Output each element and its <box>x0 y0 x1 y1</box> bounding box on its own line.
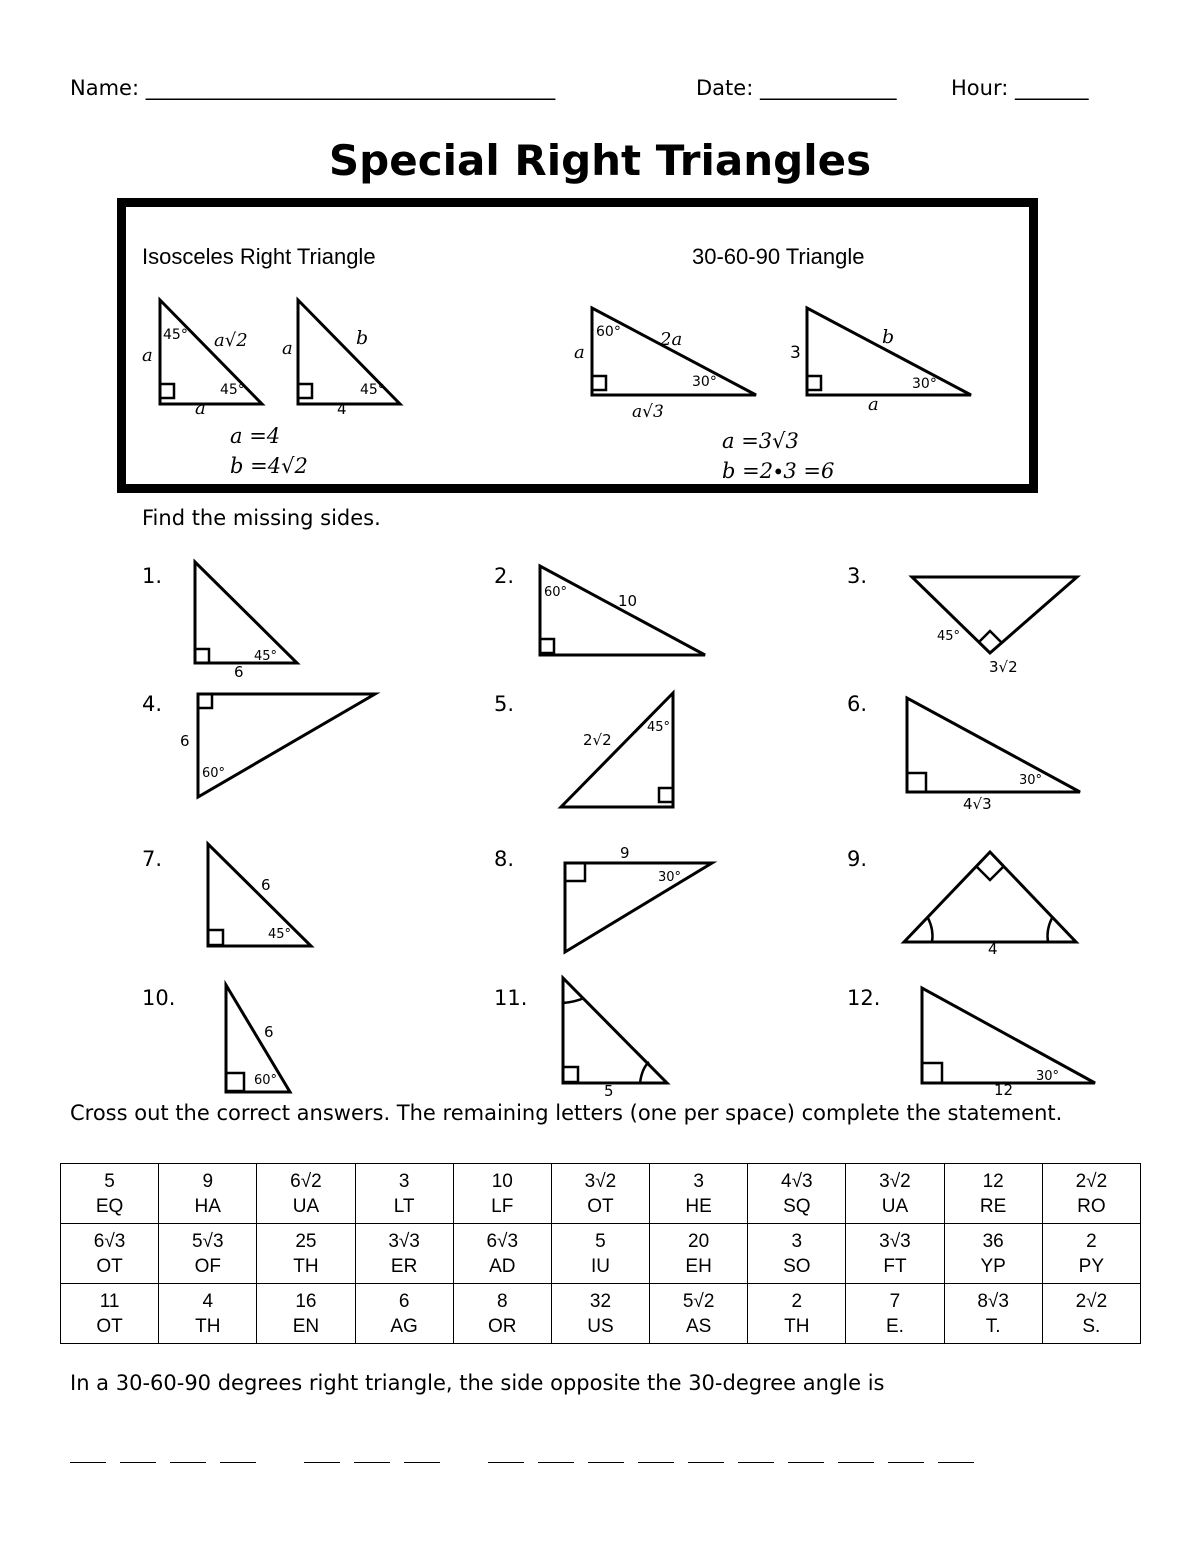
problem-11-label: 5 <box>604 1082 614 1100</box>
answer-row <box>61 1164 1141 1224</box>
answer-letters: OT <box>96 1255 123 1277</box>
ref-3060-2-angle30: 30° <box>912 376 937 392</box>
answer-letters: HE <box>685 1195 712 1217</box>
problem-12-label: 12 <box>994 1081 1014 1099</box>
answer-cell[interactable] <box>355 1284 453 1344</box>
problem-1-number: 1. <box>142 564 163 588</box>
answer-value: 5√2 <box>682 1290 715 1312</box>
answer-value: 11 <box>99 1290 120 1312</box>
problem-5-label: 2√2 <box>583 731 612 749</box>
problem-2-triangle <box>540 566 705 655</box>
problem-5-label: 45° <box>647 720 671 735</box>
ref-iso1-leg: a <box>142 345 153 366</box>
problem-5-number: 5. <box>494 692 515 716</box>
answer-letters: OF <box>194 1255 221 1277</box>
answer-cell[interactable] <box>159 1284 257 1344</box>
answer-letters: T. <box>985 1315 1001 1337</box>
answer-value: 3 <box>791 1230 803 1252</box>
answer-value: 4√3 <box>781 1170 813 1192</box>
ref-iso2-leg: a <box>282 338 293 359</box>
answer-blank[interactable] <box>220 1461 256 1463</box>
answer-value: 6√3 <box>93 1230 126 1252</box>
problem-9-label: 4 <box>988 940 998 958</box>
answer-letters: TH <box>293 1255 319 1277</box>
problem-2-number: 2. <box>494 564 515 588</box>
answer-cell[interactable] <box>61 1284 159 1344</box>
answer-cell[interactable] <box>944 1224 1042 1284</box>
answer-cell[interactable] <box>453 1224 551 1284</box>
problem-8-number: 8. <box>494 847 515 871</box>
ref-3060-a: a =3√3 <box>722 429 799 453</box>
answer-blank[interactable] <box>688 1461 724 1463</box>
answer-value: 4 <box>202 1290 214 1312</box>
cross-instruction: Cross out the correct answers. The remaining letters (one per space) complete the statement. <box>70 1101 1063 1125</box>
answer-cell[interactable] <box>1042 1284 1140 1344</box>
answer-blank[interactable] <box>738 1461 774 1463</box>
answer-blank[interactable] <box>588 1461 624 1463</box>
problem-12-label: 30° <box>1036 1069 1060 1084</box>
answer-letters: E. <box>885 1315 904 1337</box>
problem-8-triangle <box>565 863 712 952</box>
answer-value: 8√3 <box>977 1290 1009 1312</box>
ref-3060-triangle-2 <box>807 308 971 395</box>
problem-10-label: 6 <box>264 1023 274 1041</box>
answer-blank[interactable] <box>170 1461 206 1463</box>
answer-cell[interactable] <box>1042 1224 1140 1284</box>
ref-3060-1-hyp: 2a <box>660 329 683 350</box>
answer-blank[interactable] <box>838 1461 874 1463</box>
answer-letters: SO <box>783 1255 811 1277</box>
answer-letters: SQ <box>783 1195 811 1217</box>
answer-cell[interactable] <box>257 1284 355 1344</box>
answer-blank[interactable] <box>70 1461 106 1463</box>
answer-value: 8 <box>496 1290 508 1312</box>
ref-iso2-base: 4 <box>337 400 347 418</box>
problem-1-label: 6 <box>234 663 244 681</box>
answer-value: 20 <box>688 1230 710 1252</box>
problem-6-label: 4√3 <box>963 795 992 813</box>
answer-letters: PY <box>1078 1255 1105 1277</box>
problem-12-number: 12. <box>847 986 881 1010</box>
answer-letters: IU <box>590 1255 610 1277</box>
answer-value: 6√3 <box>486 1230 519 1252</box>
answer-value: 5 <box>104 1170 115 1192</box>
problem-4-number: 4. <box>142 692 163 716</box>
problem-4-label: 6 <box>180 732 190 750</box>
answer-value: 3√2 <box>879 1170 911 1192</box>
answer-letters: LT <box>393 1195 415 1217</box>
answer-blank[interactable] <box>788 1461 824 1463</box>
problem-4-label: 60° <box>202 766 226 781</box>
problem-6-triangle <box>907 698 1080 792</box>
answer-value: 3√3 <box>388 1230 420 1252</box>
problem-5-triangle <box>561 693 673 807</box>
ref-isosceles-a: a =4 <box>230 424 281 448</box>
answer-cell[interactable] <box>650 1284 748 1344</box>
answer-letters: AD <box>489 1255 516 1277</box>
answer-value: 3 <box>398 1170 410 1192</box>
answer-blank[interactable] <box>304 1461 340 1463</box>
answer-cell[interactable] <box>355 1224 453 1284</box>
problem-3-label: 3√2 <box>989 658 1018 676</box>
answer-cell[interactable] <box>355 1164 453 1224</box>
answer-blank[interactable] <box>938 1461 974 1463</box>
ref-3060-1-base: a√3 <box>632 402 664 422</box>
answer-letters: TH <box>784 1315 810 1337</box>
answer-blank[interactable] <box>638 1461 674 1463</box>
answer-cell[interactable] <box>650 1224 748 1284</box>
ref-3060-1-leg: a <box>574 342 585 363</box>
answer-cell[interactable] <box>61 1164 159 1224</box>
answer-cell[interactable] <box>748 1164 846 1224</box>
problem-9-triangle <box>904 852 1076 942</box>
t3060-title: 30-60-90 Triangle <box>692 244 865 269</box>
problem-12-triangle <box>922 988 1095 1083</box>
problem-11-number: 11. <box>494 986 528 1010</box>
answer-letters: FT <box>883 1255 907 1277</box>
answer-letters: EQ <box>95 1195 124 1217</box>
answer-value: 25 <box>295 1230 317 1252</box>
answer-value: 2√2 <box>1075 1290 1108 1312</box>
answer-letters: EH <box>685 1255 712 1277</box>
answer-value: 2 <box>791 1290 803 1312</box>
answer-letters: YP <box>980 1255 1006 1277</box>
answer-blank[interactable] <box>404 1461 440 1463</box>
answer-value: 3√3 <box>879 1230 911 1252</box>
answer-letters: RO <box>1077 1195 1106 1217</box>
answer-row <box>61 1224 1141 1284</box>
problem-3-number: 3. <box>847 564 868 588</box>
answer-cell[interactable] <box>257 1224 355 1284</box>
answer-letters: S. <box>1082 1315 1101 1337</box>
problem-2-label: 10 <box>618 592 638 610</box>
answer-blank[interactable] <box>488 1461 524 1463</box>
problem-1-triangle <box>195 562 297 663</box>
isosceles-title: Isosceles Right Triangle <box>142 244 376 269</box>
problem-3-label: 45° <box>937 629 961 644</box>
answer-row <box>61 1284 1141 1344</box>
problem-7-label: 45° <box>268 927 292 942</box>
problem-7-number: 7. <box>142 847 163 871</box>
problem-2-label: 60° <box>544 585 568 600</box>
problem-10-number: 10. <box>142 986 176 1010</box>
answer-blank[interactable] <box>538 1461 574 1463</box>
answer-cell[interactable] <box>944 1164 1042 1224</box>
answer-value: 2√2 <box>1075 1170 1108 1192</box>
answer-value: 6√2 <box>290 1170 322 1192</box>
ref-iso1-hyp: a√2 <box>214 330 248 351</box>
answer-letters: AG <box>390 1315 418 1337</box>
ref-3060-1-angle60: 60° <box>596 324 621 340</box>
answer-value: 12 <box>982 1170 1004 1192</box>
ref-isosceles-b: b =4√2 <box>230 454 308 478</box>
answer-cell[interactable] <box>748 1284 846 1344</box>
answer-cell[interactable] <box>453 1284 551 1344</box>
answer-cell[interactable] <box>453 1164 551 1224</box>
ref-3060-2-base: a <box>868 394 879 415</box>
problem-6-number: 6. <box>847 692 868 716</box>
answer-cell[interactable] <box>748 1224 846 1284</box>
answer-letters: OT <box>96 1315 123 1337</box>
answer-letters: LF <box>491 1195 514 1217</box>
answer-value: 16 <box>295 1290 317 1312</box>
statement: In a 30-60-90 degrees right triangle, the side opposite the 30-degree angle is <box>70 1371 885 1395</box>
answer-letters: AS <box>685 1315 712 1337</box>
answer-table <box>60 1163 1141 1344</box>
ref-3060-1-angle30: 30° <box>692 374 717 390</box>
page-title: Special Right Triangles <box>328 136 872 185</box>
answer-letters: ER <box>390 1255 418 1277</box>
hour-field[interactable]: Hour: _______ <box>951 76 1089 100</box>
answer-value: 3√2 <box>584 1170 617 1192</box>
answer-letters: US <box>587 1315 614 1337</box>
problem-1-label: 45° <box>254 649 278 664</box>
ref-iso1-base: a <box>195 398 206 419</box>
problem-6-label: 30° <box>1019 773 1043 788</box>
answer-cell[interactable] <box>944 1284 1042 1344</box>
ref-3060-2-hyp: b <box>882 326 895 348</box>
ref-iso2-angle: 45° <box>360 382 385 398</box>
answer-blank[interactable] <box>120 1461 156 1463</box>
answer-letters: OT <box>587 1195 614 1217</box>
answer-cell[interactable] <box>159 1224 257 1284</box>
answer-letters: RE <box>979 1195 1007 1217</box>
answer-value: 9 <box>202 1170 214 1192</box>
ref-iso1-angle-top: 45° <box>163 327 188 343</box>
answer-letters: UA <box>881 1195 909 1217</box>
answer-blanks <box>70 1448 988 1467</box>
problem-8-label: 30° <box>658 870 682 885</box>
ref-iso1-angle-bottom: 45° <box>220 382 245 398</box>
ref-3060-triangle-1 <box>592 308 756 395</box>
answer-letters: EN <box>292 1315 320 1337</box>
answer-cell[interactable] <box>846 1284 944 1344</box>
answer-cell[interactable] <box>846 1164 944 1224</box>
answer-value: 5√3 <box>191 1230 224 1252</box>
answer-cell[interactable] <box>846 1224 944 1284</box>
answer-value: 5 <box>595 1230 606 1252</box>
answer-cell[interactable] <box>551 1224 649 1284</box>
ref-3060-b: b =2∙3 =6 <box>722 459 835 483</box>
problem-7-label: 6 <box>261 876 271 894</box>
problem-10-label: 60° <box>254 1073 278 1088</box>
answer-blank[interactable] <box>888 1461 924 1463</box>
ref-isosceles-triangle-1 <box>160 300 262 404</box>
answer-letters: OR <box>488 1315 517 1337</box>
answer-cell[interactable] <box>257 1164 355 1224</box>
answer-letters: HA <box>194 1195 221 1217</box>
date-field[interactable]: Date: _____________ <box>696 76 897 100</box>
answer-value: 2 <box>1086 1230 1097 1252</box>
answer-cell[interactable] <box>1042 1164 1140 1224</box>
answer-cell[interactable] <box>551 1164 649 1224</box>
ref-iso2-hyp: b <box>356 327 369 349</box>
answer-value: 7 <box>889 1290 901 1312</box>
answer-cell[interactable] <box>159 1164 257 1224</box>
answer-value: 6 <box>398 1290 410 1312</box>
answer-value: 3 <box>693 1170 704 1192</box>
ref-3060-2-leg: 3 <box>790 343 801 363</box>
problem-9-number: 9. <box>847 847 868 871</box>
problem-8-label: 9 <box>620 844 630 862</box>
answer-letters: TH <box>195 1315 221 1337</box>
answer-cell[interactable] <box>61 1224 159 1284</box>
answer-value: 10 <box>491 1170 513 1192</box>
find-instruction: Find the missing sides. <box>142 506 381 530</box>
name-field[interactable]: Name: _______________________________________ <box>70 76 556 100</box>
answer-cell[interactable] <box>551 1284 649 1344</box>
answer-value: 36 <box>982 1230 1004 1252</box>
problem-4-triangle <box>198 694 375 797</box>
answer-blank[interactable] <box>354 1461 390 1463</box>
answer-cell[interactable] <box>650 1164 748 1224</box>
answer-letters: UA <box>292 1195 320 1217</box>
answer-value: 32 <box>589 1290 612 1312</box>
